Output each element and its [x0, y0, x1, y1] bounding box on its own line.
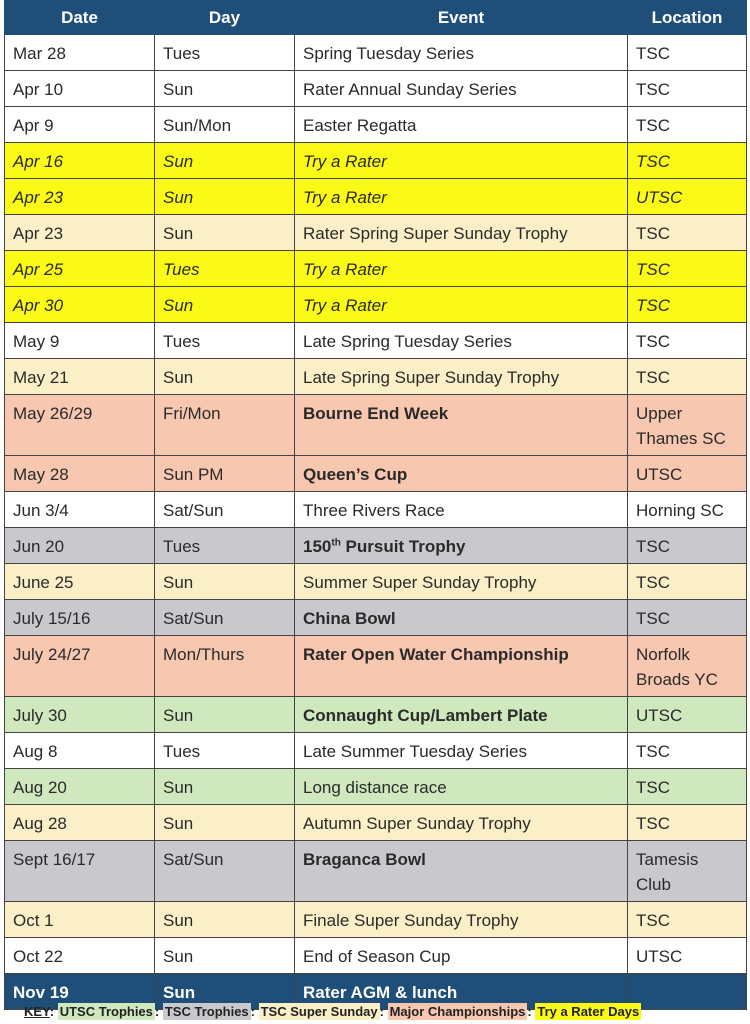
cell-day: Tues — [155, 251, 295, 287]
table-row — [5, 492, 747, 528]
table-row — [5, 902, 747, 938]
cell-date: Jun 3/4 — [5, 492, 155, 528]
cell-day: Sun — [155, 359, 295, 395]
cell-day: Sun — [155, 938, 295, 974]
table-row — [5, 359, 747, 395]
cell-date: Nov 19 — [5, 974, 155, 1010]
cell-location: TSC — [628, 251, 747, 287]
cell-event: End of Season Cup — [295, 938, 628, 974]
cell-day: Sat/Sun — [155, 492, 295, 528]
cell-event: Queen’s Cup — [295, 456, 628, 492]
table-row — [5, 600, 747, 636]
cell-day: Sun PM — [155, 456, 295, 492]
cell-location: TSC — [628, 215, 747, 251]
cell-date: Aug 20 — [5, 769, 155, 805]
cell-location: TSC — [628, 805, 747, 841]
table-row — [5, 564, 747, 600]
cell-location: TSC — [628, 107, 747, 143]
cell-day: Sun — [155, 287, 295, 323]
cell-location: TSC — [628, 323, 747, 359]
cell-day: Sun — [155, 143, 295, 179]
cell-event: Autumn Super Sunday Trophy — [295, 805, 628, 841]
cell-event: Rater Open Water Championship — [295, 636, 628, 697]
cell-event: Late Summer Tuesday Series — [295, 733, 628, 769]
key-item-salmon: Major Championships — [389, 1004, 526, 1019]
cell-location: TSC — [628, 359, 747, 395]
cell-date: Sept 16/17 — [5, 841, 155, 902]
cell-day: Sun — [155, 179, 295, 215]
cell-event — [295, 528, 628, 564]
header-day: Day — [155, 1, 295, 35]
cell-date: July 30 — [5, 697, 155, 733]
cell-day: Sun — [155, 71, 295, 107]
cell-day: Sun — [155, 564, 295, 600]
cell-location: TSC — [628, 902, 747, 938]
cell-event: Three Rivers Race — [295, 492, 628, 528]
table-row — [5, 251, 747, 287]
key-item-yellow: Try a Rater Days — [537, 1004, 640, 1019]
table-row — [5, 323, 747, 359]
cell-event: Spring Tuesday Series — [295, 35, 628, 71]
header-date: Date — [5, 1, 155, 35]
cell-day: Sun — [155, 902, 295, 938]
cell-event: Bourne End Week — [295, 395, 628, 456]
cell-day: Tues — [155, 323, 295, 359]
cell-location: TSC — [628, 733, 747, 769]
cell-location: UTSC — [628, 938, 747, 974]
event-text: Pursuit Trophy — [340, 537, 466, 556]
cell-event: Summer Super Sunday Trophy — [295, 564, 628, 600]
cell-location: TSC — [628, 287, 747, 323]
cell-date: June 25 — [5, 564, 155, 600]
cell-day: Sun — [155, 215, 295, 251]
cell-event: Long distance race — [295, 769, 628, 805]
cell-date: Jun 20 — [5, 528, 155, 564]
cell-date: May 26/29 — [5, 395, 155, 456]
cell-location: TSC — [628, 564, 747, 600]
event-superscript: th — [331, 537, 341, 549]
table-row — [5, 395, 747, 456]
cell-event: Try a Rater — [295, 143, 628, 179]
cell-event: Braganca Bowl — [295, 841, 628, 902]
cell-event: China Bowl — [295, 600, 628, 636]
cell-day: Tues — [155, 35, 295, 71]
cell-event: Easter Regatta — [295, 107, 628, 143]
cell-location: Norfolk Broads YC — [628, 636, 747, 697]
key-item-green: UTSC Trophies — [59, 1004, 153, 1019]
cell-location: TSC — [628, 71, 747, 107]
header-row — [5, 1, 747, 35]
cell-date: Oct 22 — [5, 938, 155, 974]
cell-date: July 24/27 — [5, 636, 155, 697]
cell-date: May 21 — [5, 359, 155, 395]
cell-date: Apr 9 — [5, 107, 155, 143]
cell-date: Apr 10 — [5, 71, 155, 107]
cell-date: May 28 — [5, 456, 155, 492]
table-row — [5, 697, 747, 733]
schedule-table — [4, 0, 747, 1010]
table-row — [5, 107, 747, 143]
cell-location: TSC — [628, 35, 747, 71]
key-label: KEY — [24, 1004, 50, 1019]
cell-event: Try a Rater — [295, 179, 628, 215]
cell-date: Apr 16 — [5, 143, 155, 179]
cell-day: Sun — [155, 697, 295, 733]
cell-event: Late Spring Tuesday Series — [295, 323, 628, 359]
table-row — [5, 215, 747, 251]
table-row — [5, 287, 747, 323]
cell-date: Apr 30 — [5, 287, 155, 323]
cell-day: Sun — [155, 805, 295, 841]
table-row — [5, 841, 747, 902]
event-text: 150 — [303, 537, 332, 556]
table-row — [5, 528, 747, 564]
color-key: KEY: UTSC Trophies : TSC Trophies : TSC Super Sunday : Major Championships : Try a Rater Days — [24, 1004, 640, 1019]
cell-location: TSC — [628, 528, 747, 564]
cell-date: Mar 28 — [5, 35, 155, 71]
cell-location: TSC — [628, 769, 747, 805]
cell-date: Apr 23 — [5, 215, 155, 251]
cell-day: Sun — [155, 974, 295, 1010]
table-row — [5, 769, 747, 805]
cell-day: Mon/Thurs — [155, 636, 295, 697]
cell-event: Try a Rater — [295, 251, 628, 287]
cell-location: UTSC — [628, 697, 747, 733]
table-row — [5, 733, 747, 769]
cell-date: May 9 — [5, 323, 155, 359]
table-row — [5, 143, 747, 179]
cell-date: Apr 25 — [5, 251, 155, 287]
cell-location: Upper Thames SC — [628, 395, 747, 456]
cell-location — [628, 974, 747, 1010]
cell-day: Sat/Sun — [155, 841, 295, 902]
table-row — [5, 35, 747, 71]
cell-event: Rater Spring Super Sunday Trophy — [295, 215, 628, 251]
cell-day: Fri/Mon — [155, 395, 295, 456]
cell-event: Finale Super Sunday Trophy — [295, 902, 628, 938]
cell-day: Tues — [155, 528, 295, 564]
cell-event: Rater AGM & lunch — [295, 974, 628, 1010]
cell-event: Try a Rater — [295, 287, 628, 323]
cell-date: Apr 23 — [5, 179, 155, 215]
table-row — [5, 456, 747, 492]
table-row — [5, 71, 747, 107]
key-item-grey: TSC Trophies — [164, 1004, 249, 1019]
table-row — [5, 636, 747, 697]
cell-day: Tues — [155, 733, 295, 769]
cell-day: Sat/Sun — [155, 600, 295, 636]
cell-date: Aug 8 — [5, 733, 155, 769]
cell-location: UTSC — [628, 179, 747, 215]
key-item-cream: TSC Super Sunday — [260, 1004, 378, 1019]
cell-event: Rater Annual Sunday Series — [295, 71, 628, 107]
cell-event: Late Spring Super Sunday Trophy — [295, 359, 628, 395]
table-row — [5, 179, 747, 215]
cell-location: Horning SC — [628, 492, 747, 528]
header-location: Location — [628, 1, 747, 35]
table-row — [5, 805, 747, 841]
cell-location: TSC — [628, 600, 747, 636]
cell-date: July 15/16 — [5, 600, 155, 636]
cell-location: UTSC — [628, 456, 747, 492]
cell-date: Oct 1 — [5, 902, 155, 938]
cell-date: Aug 28 — [5, 805, 155, 841]
table-row — [5, 938, 747, 974]
header-event: Event — [295, 1, 628, 35]
cell-location: TSC — [628, 143, 747, 179]
cell-day: Sun/Mon — [155, 107, 295, 143]
cell-location: Tamesis Club — [628, 841, 747, 902]
cell-day: Sun — [155, 769, 295, 805]
cell-event: Connaught Cup/Lambert Plate — [295, 697, 628, 733]
